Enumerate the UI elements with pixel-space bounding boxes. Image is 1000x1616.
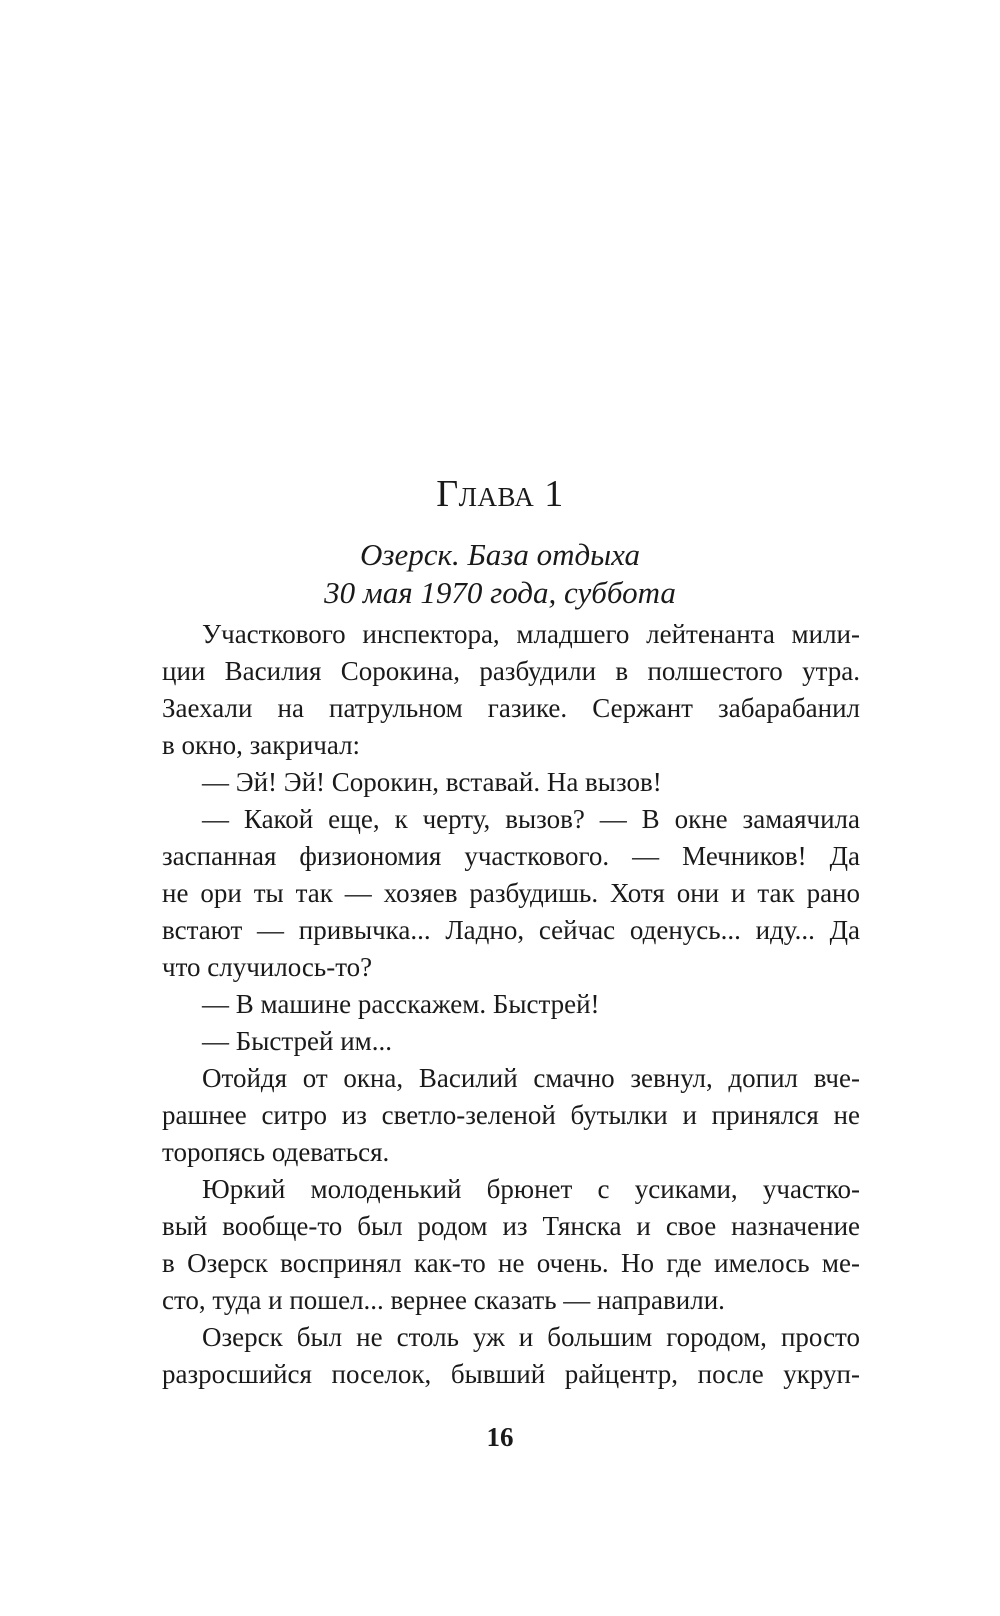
chapter-title: Глава 1: [436, 473, 564, 515]
body-text: [162, 616, 860, 1393]
text-line: сто, туда и пошел... вернее сказать — направили.: [162, 1285, 725, 1315]
text-line: Отойдя от окна, Василий смачно зевнул, допил вче-: [202, 1063, 860, 1093]
text-line: Юркий молоденький брюнет с усиками, участко-: [202, 1174, 860, 1204]
page-number: 16: [486, 1422, 514, 1452]
text-line: — Быстрей им...: [202, 1026, 392, 1056]
text-line: — В машине расскажем. Быстрей!: [202, 989, 600, 1019]
text-line: Озерск был не столь уж и большим городом, просто: [202, 1322, 860, 1352]
text-line: вый вообще-то был родом из Тянска и свое назначение: [162, 1211, 860, 1241]
text-line: не ори ты так — хозяев разбудишь. Хотя они и так рано: [162, 878, 860, 908]
text-line: заспанная физиономия участкового. — Мечников! Да: [162, 841, 860, 871]
text-line: встают — привычка... Ладно, сейчас оденусь... иду... Да: [162, 915, 860, 945]
text-line: рашнее ситро из светло-зеленой бутылки и принялся не: [162, 1100, 860, 1130]
text-line: в окно, закричал:: [162, 730, 361, 760]
text-line: — Какой еще, к черту, вызов? — В окне замаячила: [202, 804, 860, 834]
subtitle-location: Озерск. База отдыха: [359, 537, 641, 572]
text-line: Участкового инспектора, младшего лейтенанта мили-: [202, 619, 860, 649]
text-line: в Озерск воспринял как-то не очень. Но где имелось ме-: [162, 1248, 860, 1278]
text-line: что случилось-то?: [162, 952, 373, 982]
text-line: торопясь одеваться.: [162, 1137, 390, 1167]
text-line: разросшийся поселок, бывший райцентр, после укруп-: [162, 1359, 860, 1389]
text-line: ции Василия Сорокина, разбудили в полшестого утра.: [162, 656, 860, 686]
text-line: — Эй! Эй! Сорокин, вставай. На вызов!: [202, 767, 662, 797]
text-line: Заехали на патрульном газике. Сержант забарабанил: [162, 693, 860, 723]
chapter-subtitle: [0, 536, 1000, 612]
subtitle-date: 30 мая 1970 года, суббота: [324, 575, 676, 610]
